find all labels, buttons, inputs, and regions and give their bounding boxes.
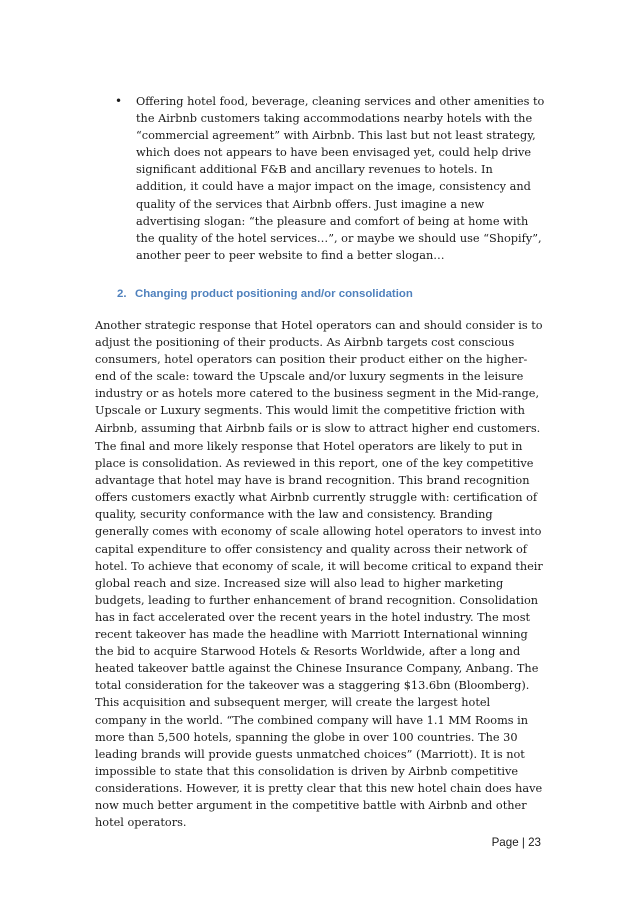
section-number: 2. [117, 288, 127, 300]
bullet-point-icon: • [115, 94, 123, 108]
paragraph-positioning: Another strategic response that Hotel operators can and should consider is to adjust the positioning of their products. As Airbnb targets cost conscious consumers, hotel operators can position their product either on the higher-end of the scale: toward the Upscale and/or luxury segments in the leisure industry or as hotels more catered to the business segment in the Mid-range, Upscale or Luxury segments. This would limit the competitive friction with Airbnb, assuming that Airbnb fails or is slow to attract higher end customers. [95, 319, 543, 435]
page-number-footer: Page | 23 [491, 836, 541, 849]
section-title: Changing product positioning and/or consolidation [135, 288, 413, 300]
bullet-list-item [115, 93, 545, 264]
paragraph-consolidation: The final and more likely response that Hotel operators are likely to put in place is consolidation. As reviewed in this report, one of the key competitive advantage that hotel may have is brand recognition. This brand recognition offers customers exactly what Airbnb currently struggle with: certification of quality, security conformance with the law and consistency. Branding generally comes with economy of scale allowing hotel operators to invest into capital expenditure to offer consistency and quality across their network of hotel. To achieve that economy of scale, it will become critical to expand their global reach and size. Increased size will also lead to higher marketing budgets, leading to further enhancement of brand recognition. Consolidation has in fact accelerated over the recent years in the hotel industry. The most recent takeover has made the headline with Marriott International winning the bid to acquire Starwood Hotels & Resorts Worldwide, after a long and heated takeover battle against the Chinese Insurance Company, Anbang. The total consideration for the takeover was a staggering $13.6bn (Bloomberg). This acquisition and subsequent merger, will create the largest hotel company in the world. “The combined company will have 1.1 MM Rooms in more than 5,500 hotels, spanning the globe in over 100 countries. The 30 leading brands will provide guests unmatched choices” (Marriott). It is not impossible to state that this consolidation is driven by Airbnb competitive considerations. However, it is pretty clear that this new hotel chain does have now much better argument in the competitive battle with Airbnb and other hotel operators. [95, 440, 543, 830]
bullet-text: Offering hotel food, beverage, cleaning services and other amenities to the Airbnb customers taking accommodations nearby hotels with the “commercial agreement” with Airbnb. This last but not least strategy, which does not appears to have been envisaged yet, could help drive significant additional F&B and ancillary revenues to hotels. In addition, it could have a major impact on the image, consistency and quality of the services that Airbnb offers. Just imagine a new advertising slogan: “the pleasure and comfort of being at home with the quality of the hotel services…”, or maybe we should use “Shopify”, another peer to peer website to find a better slogan… [136, 95, 545, 262]
section-heading [117, 286, 537, 302]
